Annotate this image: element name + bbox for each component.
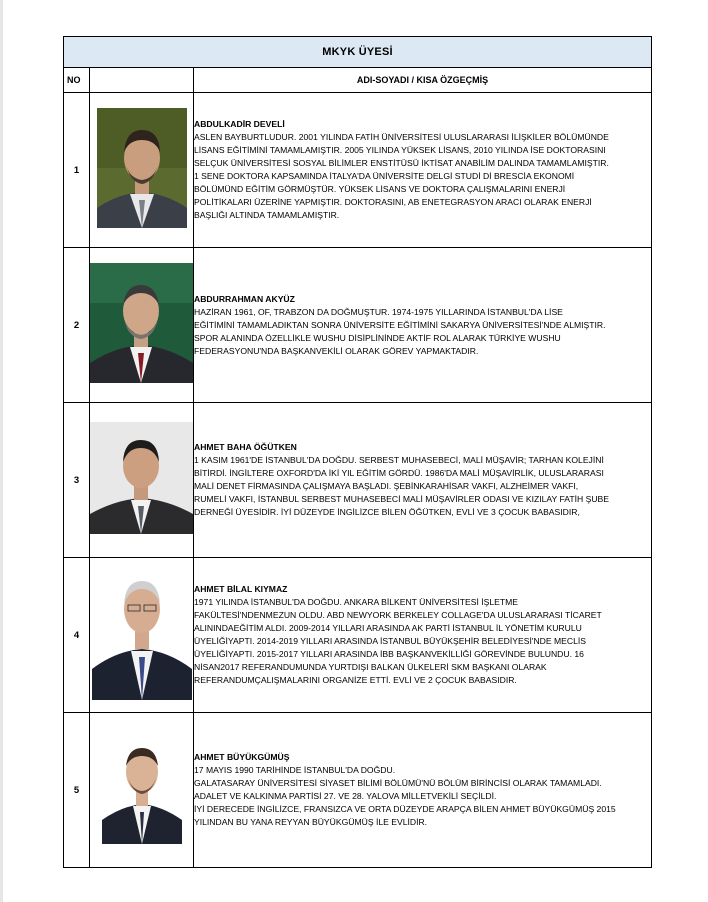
bio-cell [194, 558, 652, 713]
table-header-row [64, 68, 652, 93]
member-name: AHMET BÜYÜKGÜMÜŞ [194, 752, 290, 762]
table-row [64, 93, 652, 248]
photo-cell [90, 713, 194, 868]
bio-cell [194, 93, 652, 248]
member-table [63, 36, 652, 868]
member-name: AHMET BAHA ÖĞÜTKEN [194, 442, 297, 452]
member-bio: HAZİRAN 1961, OF, TRABZON DA DOĞMUŞTUR. 1974-1975 YILLARINDA İSTANBUL'DA LİSE EĞİTİMİNİ TAMAMLADIKTAN SONRA ÜNİVERSİTE EĞİTİMİNİ SAKARYA ÜNİVERSİTESİ'NDE ALMIŞTIR. SPOR ALANINDA ÖZELLİKLE WUSHU DİSİPLİNİNDE AKTİF ROL ALARAK TÜRKİYE WUSHU FEDERASYONU'NDA BAŞKANVEKİLİ OLARAK GÖREV YAPMAKTADIR. [194, 306, 606, 356]
table-row [64, 558, 652, 713]
row-number: 4 [64, 558, 90, 713]
table-row [64, 403, 652, 558]
member-name: ABDULKADİR DEVELİ [194, 119, 285, 129]
table-title: MKYK ÜYESİ [64, 37, 652, 68]
row-number: 1 [64, 93, 90, 248]
member-bio: 1 KASIM 1961'DE İSTANBUL'DA DOĞDU. SERBEST MUHASEBECİ, MALİ MÜŞAVİR; TARHAN KOLEJİNİ BİTİRDİ. İNGİLTERE OXFORD'DA İKİ YIL EĞİTİM GÖRDÜ. 1986'DA MALİ MÜŞAVİRLİK, ULUSLARARASI MALİ DENET FİRMASINDA ÇALIŞMAYA BAŞLADI. ŞEBİNKARAHİSAR VAKFI, ALZHEİMER VAKFI, RUMELİ VAKFI, İSTANBUL SERBEST MUHASEBECİ MALİ MÜŞAVİRLER ODASI VE KIZILAY FATİH ŞUBE DERNEĞİ ÜYESİDİR. İYİ DÜZEYDE İNGİLİZCE BİLEN ÖĞÜTKEN, EVLİ VE 3 ÇOCUK BABASIDIR, [194, 455, 609, 517]
member-bio: ASLEN BAYBURTLUDUR. 2001 YILINDA FATİH ÜNİVERSİTESİ ULUSLARARASI İLİŞKİLER BÖLÜMÜNDE LİSANS EĞİTİMİNİ TAMAMLAMIŞTIR. 2005 YILINDA YÜKSEK LİSANS, 2010 YILINDA İSE DOKTORASINI SELÇUK ÜNİVERSİTESİ SOSYAL BİLİMLER ENSTİTÜSÜ İKTİSAT ANABİLİM DALINDA TAMAMLAMIŞTIR. 1 SENE DOKTORA KAPSAMINDA İTALYA'DA ÜNİVERSİTE DELGİ STUDİ Dİ BRESCİA EKONOMİ BÖLÜMÜND EĞİTİM GÖRMÜŞTÜR. YÜKSEK LİSANS VE DOKTORA ÇALIŞMALARINI ENERJİ POLİTİKALARI ÜZERİNE YAPMIŞTIR. DOKTORASINI, AB ENETEGRASYON ARACI OLARAK ENERJİ BAŞLIĞI ALTINDA TAMAMLAMIŞTIR. [194, 132, 609, 220]
member-portrait [102, 732, 182, 844]
header-no: NO [64, 68, 90, 93]
bio-cell [194, 713, 652, 868]
header-photo-blank [90, 68, 194, 93]
member-bio: 1971 YILINDA İSTANBUL'DA DOĞDU. ANKARA BİLKENT ÜNİVERSİTESİ İŞLETME FAKÜLTESİ'NDENMEZUN OLDU. ABD NEWYORK BERKELEY COLLAGE'DA ULUSLARARASI TİCARET ALININDAEĞİTİM ALDI. 2009-2014 YILLARI ARASINDA AK PARTİ İSTANBUL İL YÖNETİM KURULU ÜYELİĞİYAPTI. 2014-2019 YILLARI ARASINDA İSTANBUL BÜYÜKŞEHİR BELEDİYESİ'NDE MECLİS ÜYELİĞİYAPTI. 2015-2017 YILLARI ARASINDA İBB BAŞKANVEKİLLİĞİ GÖREVİNDE BULUNDU. 16 NİSAN2017 REFERANDUMUNDA YURTDIŞI BALKAN ÜLKELERİ SKM BAŞKANI OLARAK REFERANDUMÇALIŞMALARINI ORGANİZE ETTİ. EVLİ VE 2 ÇOCUK BABASIDIR. [194, 597, 602, 685]
row-number: 5 [64, 713, 90, 868]
member-portrait [90, 422, 193, 534]
member-portrait [97, 108, 187, 228]
photo-cell [90, 93, 194, 248]
table-row [64, 248, 652, 403]
member-bio: 17 MAYIS 1990 TARİHİNDE İSTANBUL'DA DOĞDU. GALATASARAY ÜNİVERSİTESİ SİYASET BİLİMİ BÖLÜMÜ'NÜ BÖLÜM BİRİNCİSİ OLARAK TAMAMLADI. ADALET VE KALKINMA PARTİSİ 27. VE 28. YALOVA MİLLETVEKİLİ SEÇİLDİ. İYİ DERECEDE İNGİLİZCE, FRANSIZCA VE ORTA DÜZEYDE ARAPÇA BİLEN AHMET BÜYÜKGÜMÜŞ 2015 YILINDAN BU YANA REYYAN BÜYÜKGÜMÜŞ İLE EVLİDİR. [194, 765, 616, 827]
bio-cell [194, 403, 652, 558]
member-portrait [92, 565, 192, 700]
member-portrait [90, 263, 193, 383]
table-title-row [64, 37, 652, 68]
member-name: ABDURRAHMAN AKYÜZ [194, 293, 295, 304]
page-edge [0, 0, 3, 902]
photo-cell [90, 558, 194, 713]
row-number: 2 [64, 248, 90, 403]
member-name: AHMET BİLAL KIYMAZ [194, 584, 288, 594]
photo-cell [90, 248, 194, 403]
table-row [64, 713, 652, 868]
bio-cell [194, 248, 652, 403]
row-number: 3 [64, 403, 90, 558]
header-name-bio: ADI-SOYADI / KISA ÖZGEÇMİŞ [194, 68, 652, 93]
photo-cell [90, 403, 194, 558]
